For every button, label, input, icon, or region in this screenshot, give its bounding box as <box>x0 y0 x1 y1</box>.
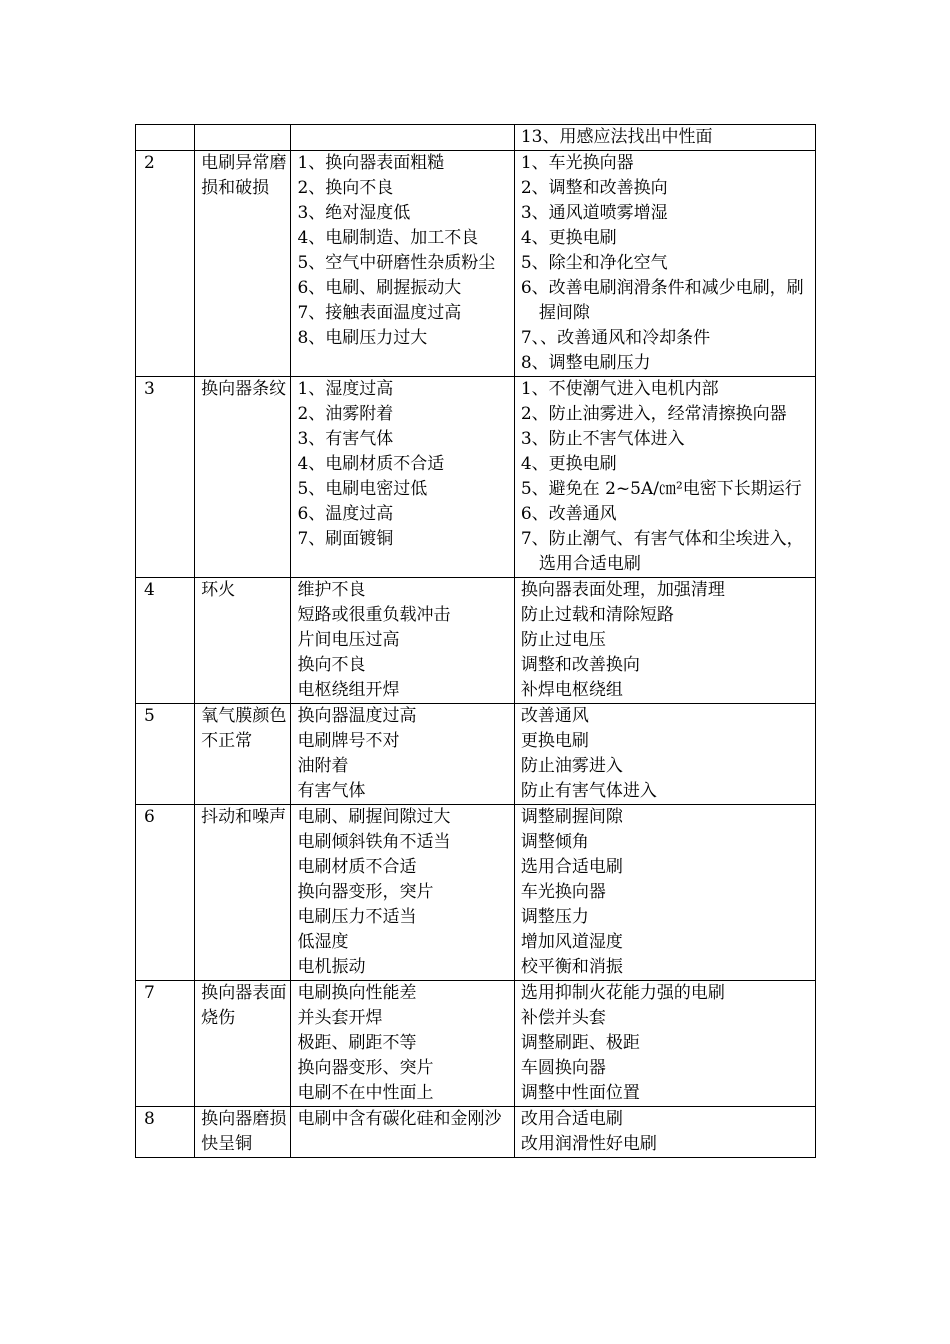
remedy-item: 更换电刷 <box>520 731 589 751</box>
row-number: 8 <box>136 1107 195 1158</box>
remedy-item: 选用抑制火花能力强的电刷 <box>520 983 725 1003</box>
causes-cell <box>291 377 514 578</box>
cause-item: 换向不良 <box>297 655 366 675</box>
fault-name: 环火 <box>201 580 236 600</box>
cause-item: 5、空气中研磨性杂质粉尘 <box>297 253 496 273</box>
cause-item: 7、刷面镀铜 <box>297 529 394 549</box>
remedy-item: 2、调整和改善换向 <box>520 178 668 198</box>
cause-item: 维护不良 <box>297 580 366 600</box>
row-number: 4 <box>136 578 195 704</box>
cause-item: 1、换向器表面粗糙 <box>297 153 445 173</box>
fault-name-cell <box>195 1107 291 1158</box>
cause-item: 换向器变形，突片 <box>297 882 434 902</box>
remedy-item: 车光换向器 <box>520 882 606 902</box>
cause-item: 电枢绕组开焊 <box>297 680 400 700</box>
remedy-item: 7、、改善通风和冷却条件 <box>520 328 711 348</box>
cause-item: 7、接触表面温度过高 <box>297 303 462 323</box>
cause-item: 8、电刷压力过大 <box>297 328 428 348</box>
remedies-cell <box>514 981 815 1107</box>
cause-item: 片间电压过高 <box>297 630 400 650</box>
row-number <box>136 125 195 151</box>
remedy-item: 防止有害气体进入 <box>520 781 657 801</box>
remedy-item: 改用合适电刷 <box>520 1109 623 1129</box>
cause-item: 油附着 <box>297 756 349 776</box>
fault-name-cell <box>195 125 291 151</box>
table-row <box>136 377 816 578</box>
row-number: 7 <box>136 981 195 1107</box>
table-row <box>136 805 816 981</box>
cause-item: 短路或很重负载冲击 <box>297 605 451 625</box>
remedy-item: 8、调整电刷压力 <box>520 353 651 373</box>
causes-cell <box>291 125 514 151</box>
remedy-item: 改善通风 <box>520 706 589 726</box>
remedy-item: 1、不使潮气进入电机内部 <box>520 379 719 399</box>
fault-table-body <box>136 125 816 1158</box>
table-row <box>136 704 816 805</box>
cause-item: 5、电刷电密过低 <box>297 479 428 499</box>
fault-name: 换向器磨损快呈铜 <box>201 1109 287 1154</box>
remedy-item: 3、通风道喷雾增湿 <box>520 203 668 223</box>
fault-table <box>135 124 816 1158</box>
table-row <box>136 125 816 151</box>
causes-cell <box>291 151 514 377</box>
remedy-item: 1、车光换向器 <box>520 153 634 173</box>
row-number: 2 <box>136 151 195 377</box>
cause-item: 极距、刷距不等 <box>297 1033 417 1053</box>
cause-item: 并头套开焊 <box>297 1008 383 1028</box>
remedies-cell <box>514 578 815 704</box>
remedy-item: 增加风道湿度 <box>520 932 623 952</box>
cause-item: 电刷中含有碳化硅和金刚沙 <box>297 1109 502 1129</box>
remedy-item: 7、防止潮气、有害气体和尘埃进入，选用合适电刷 <box>520 529 804 574</box>
remedy-item: 车圆换向器 <box>520 1058 606 1078</box>
remedy-item: 5、避免在 2~5A/㎝²电密下长期运行 <box>520 479 802 499</box>
cause-item: 4、电刷材质不合适 <box>297 454 445 474</box>
cause-item: 1、湿度过高 <box>297 379 394 399</box>
cause-item: 3、有害气体 <box>297 429 394 449</box>
cause-item: 2、换向不良 <box>297 178 394 198</box>
fault-name-cell <box>195 151 291 377</box>
remedy-item: 防止过载和清除短路 <box>520 605 674 625</box>
remedy-item: 4、更换电刷 <box>520 454 617 474</box>
remedy-item: 4、更换电刷 <box>520 228 617 248</box>
cause-item: 电刷压力不适当 <box>297 907 417 927</box>
fault-name-cell <box>195 377 291 578</box>
remedy-item: 防止油雾进入 <box>520 756 623 776</box>
cause-item: 电刷倾斜铁角不适当 <box>297 832 451 852</box>
remedy-item: 13、用感应法找出中性面 <box>520 127 713 147</box>
remedy-item: 调整和改善换向 <box>520 655 640 675</box>
remedies-cell <box>514 377 815 578</box>
causes-cell <box>291 805 514 981</box>
cause-item: 6、温度过高 <box>297 504 394 524</box>
remedy-item: 防止过电压 <box>520 630 606 650</box>
cause-item: 6、电刷、刷握振动大 <box>297 278 462 298</box>
row-number: 3 <box>136 377 195 578</box>
remedy-item: 换向器表面处理，加强清理 <box>520 580 725 600</box>
cause-item: 4、电刷制造、加工不良 <box>297 228 479 248</box>
remedy-item: 补偿并头套 <box>520 1008 606 1028</box>
fault-name: 氧气膜颜色不正常 <box>201 706 287 751</box>
remedy-item: 3、防止不害气体进入 <box>520 429 685 449</box>
cause-item: 电刷牌号不对 <box>297 731 400 751</box>
fault-name: 电刷异常磨损和破损 <box>201 153 287 198</box>
causes-cell <box>291 704 514 805</box>
remedy-item: 调整压力 <box>520 907 589 927</box>
remedy-item: 调整中性面位置 <box>520 1083 640 1103</box>
fault-name-cell <box>195 805 291 981</box>
cause-item: 电刷材质不合适 <box>297 857 417 877</box>
row-number: 5 <box>136 704 195 805</box>
fault-name-cell <box>195 981 291 1107</box>
remedy-item: 调整倾角 <box>520 832 589 852</box>
causes-cell <box>291 981 514 1107</box>
causes-cell <box>291 1107 514 1158</box>
cause-item: 换向器变形、突片 <box>297 1058 434 1078</box>
cause-item: 低湿度 <box>297 932 349 952</box>
fault-name-cell <box>195 578 291 704</box>
remedy-item: 6、改善通风 <box>520 504 617 524</box>
table-row <box>136 1107 816 1158</box>
remedy-item: 2、防止油雾进入，经常清擦换向器 <box>520 404 787 424</box>
table-row <box>136 151 816 377</box>
cause-item: 电刷、刷握间隙过大 <box>297 807 451 827</box>
causes-cell <box>291 578 514 704</box>
cause-item: 3、绝对湿度低 <box>297 203 411 223</box>
remedy-item: 调整刷握间隙 <box>520 807 623 827</box>
row-number: 6 <box>136 805 195 981</box>
cause-item: 电刷不在中性面上 <box>297 1083 434 1103</box>
cause-item: 电机振动 <box>297 957 366 977</box>
fault-name-cell <box>195 704 291 805</box>
remedy-item: 5、除尘和净化空气 <box>520 253 668 273</box>
table-row <box>136 981 816 1107</box>
fault-name: 抖动和噪声 <box>201 807 287 827</box>
remedies-cell <box>514 805 815 981</box>
table-row <box>136 578 816 704</box>
cause-item: 2、油雾附着 <box>297 404 394 424</box>
cause-item: 换向器温度过高 <box>297 706 417 726</box>
fault-name: 换向器表面烧伤 <box>201 983 287 1028</box>
remedy-item: 选用合适电刷 <box>520 857 623 877</box>
remedy-item: 改用润滑性好电刷 <box>520 1134 657 1154</box>
remedy-item: 调整刷距、极距 <box>520 1033 640 1053</box>
remedy-item: 6、改善电刷润滑条件和减少电刷，刷握间隙 <box>520 278 804 323</box>
remedies-cell <box>514 151 815 377</box>
remedies-cell <box>514 704 815 805</box>
cause-item: 有害气体 <box>297 781 366 801</box>
remedies-cell <box>514 1107 815 1158</box>
fault-name: 换向器条纹 <box>201 379 287 399</box>
remedies-cell <box>514 125 815 151</box>
cause-item: 电刷换向性能差 <box>297 983 417 1003</box>
remedy-item: 补焊电枢绕组 <box>520 680 623 700</box>
remedy-item: 校平衡和消振 <box>520 957 623 977</box>
